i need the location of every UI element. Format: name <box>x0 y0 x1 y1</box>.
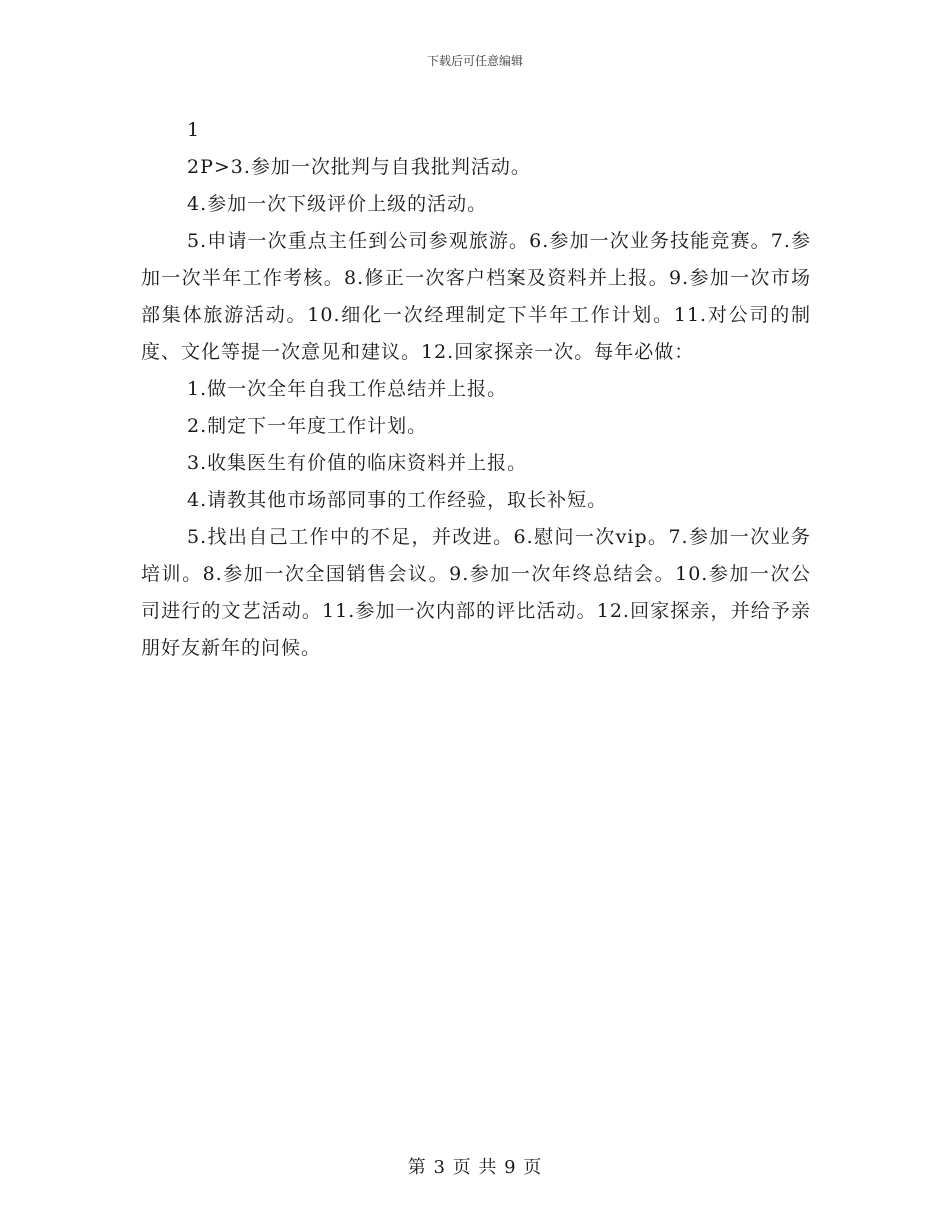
paragraph: 1 <box>187 119 201 141</box>
paragraph: 2.制定下一年度工作计划。 <box>187 415 428 437</box>
document-body <box>141 112 811 667</box>
paragraph: 3.收集医生有价值的临床资料并上报。 <box>187 452 528 474</box>
page-number-footer: 第 3 页 共 9 页 <box>407 1157 543 1178</box>
paragraph: 4.参加一次下级评价上级的活动。 <box>187 193 488 215</box>
paragraph: 5.申请一次重点主任到公司参观旅游。6.参加一次业务技能竞赛。7.参加一次半年工作考核。8.修正一次客户档案及资料并上报。9.参加一次市场部集体旅游活动。10.细化一次经理制定下半年工作计划。11.对公司的制度、文化等提一次意见和建议。12.回家探亲一次。每年必做： <box>141 230 811 363</box>
paragraph: 1.做一次全年自我工作总结并上报。 <box>187 378 508 400</box>
paragraph: 2P>3.参加一次批判与自我批判活动。 <box>187 156 531 178</box>
paragraph: 5.找出自己工作中的不足，并改进。6.慰问一次vip。7.参加一次业务培训。8.参加一次全国销售会议。9.参加一次年终总结会。10.参加一次公司进行的文艺活动。11.参加一次内部的评比活动。12.回家探亲，并给予亲朋好友新年的问候。 <box>141 526 811 659</box>
paragraph: 4.请教其他市场部同事的工作经验，取长补短。 <box>187 489 608 511</box>
page-header-note: 下载后可任意编辑 <box>426 54 523 68</box>
